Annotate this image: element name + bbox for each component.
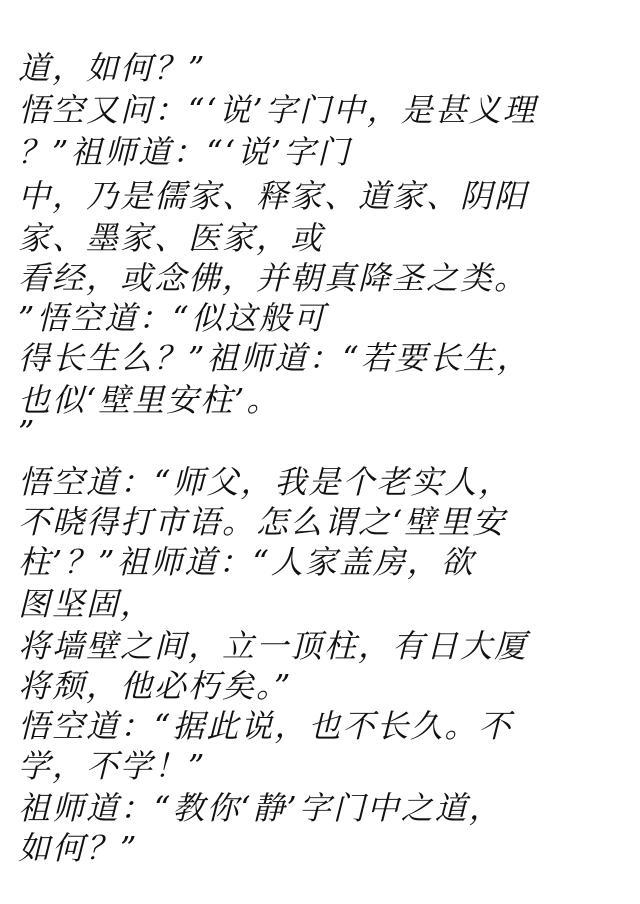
text-line-1: 道，如何？” (18, 49, 207, 87)
text-line-20: 如何？” (18, 829, 139, 867)
text-line-12: 不晓得打市语。怎么谓之‘壁里安 (18, 503, 507, 541)
text-line-8: 得长生么？”祖师道：“若要长生， (18, 339, 531, 377)
text-line-4: 中，乃是儒家、释家、道家、阴阳 (18, 177, 529, 215)
text-line-5: 家、墨家、医家，或 (18, 219, 325, 257)
text-line-10: ” (18, 413, 37, 451)
text-line-3: ？”祖师道：“‘说’字门 (18, 133, 352, 171)
text-line-18: 学，不学！” (18, 747, 207, 785)
text-line-15: 将墙壁之间，立一顶柱，有日大厦 (18, 627, 529, 665)
text-line-17: 悟空道：“据此说，也不长久。不 (18, 707, 513, 745)
text-line-14: 图坚固， (18, 585, 155, 623)
text-line-13: 柱’？”祖师道：“人家盖房，欲 (18, 543, 475, 581)
text-line-16: 将颓，他必朽矣。” (18, 667, 293, 705)
text-line-6: 看经，或念佛，并朝真降圣之类。 (18, 259, 529, 297)
text-line-9: 也似‘壁里安柱’。 (18, 381, 281, 419)
text-line-2: 悟空又问：“‘说’字门中，是甚义理 (18, 91, 537, 129)
text-line-7: ”悟空道：“似这般可 (18, 299, 327, 337)
text-line-11: 悟空道：“师父，我是个老实人， (18, 463, 513, 501)
text-line-19: 祖师道：“教你‘静’字门中之道， (18, 789, 503, 827)
